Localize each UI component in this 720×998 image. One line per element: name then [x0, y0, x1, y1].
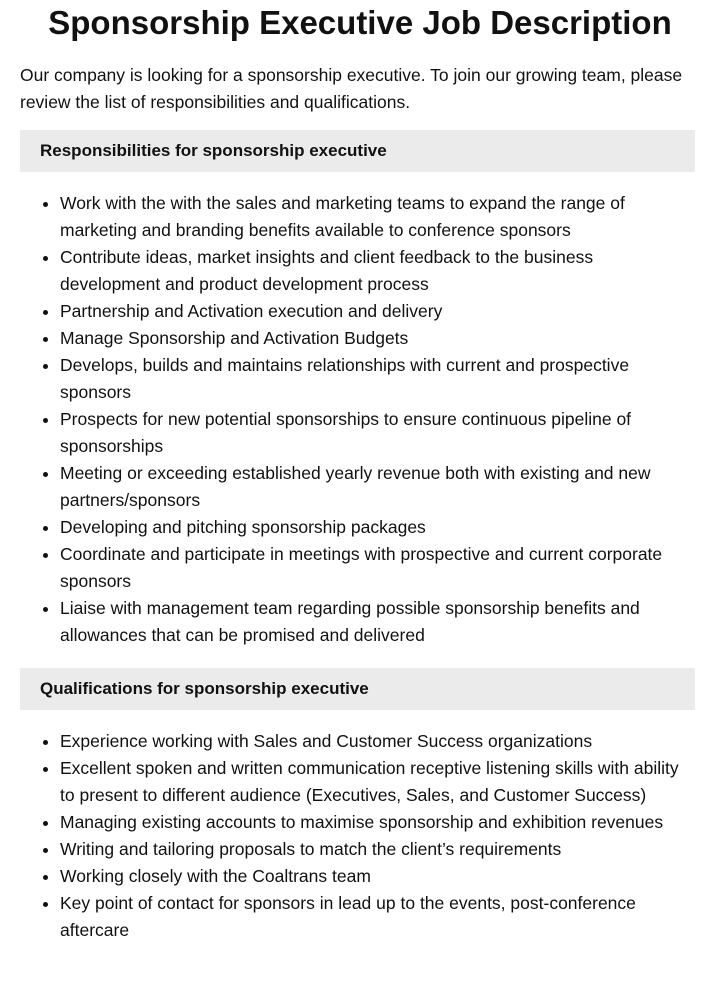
responsibilities-list [20, 190, 695, 649]
list-item: • Prospects for new potential sponsorships to ensure continuous pipeline of sponsorships [60, 406, 695, 460]
list-item: • Develops, builds and maintains relationships with current and prospective sponsors [60, 352, 695, 406]
list-item: • Contribute ideas, market insights and client feedback to the business development and product development process [60, 244, 695, 298]
list-item: • Managing existing accounts to maximise sponsorship and exhibition revenues [60, 809, 695, 836]
responsibilities-heading: Responsibilities for sponsorship executive [20, 130, 695, 172]
list-item: • Excellent spoken and written communication receptive listening skills with ability to present to different audience (Executives, Sales, and Customer Success) [60, 755, 695, 809]
list-item: • Working closely with the Coaltrans team [60, 863, 695, 890]
list-item: • Developing and pitching sponsorship packages [60, 514, 695, 541]
list-item: • Coordinate and participate in meetings with prospective and current corporate sponsors [60, 541, 695, 595]
list-item: • Liaise with management team regarding possible sponsorship benefits and allowances that can be promised and delivered [60, 595, 695, 649]
list-item: • Manage Sponsorship and Activation Budgets [60, 325, 695, 352]
list-item: • Meeting or exceeding established yearly revenue both with existing and new partners/sponsors [60, 460, 695, 514]
page-title: Sponsorship Executive Job Description [48, 4, 672, 41]
qualifications-list [20, 728, 695, 944]
list-item: • Work with the with the sales and marketing teams to expand the range of marketing and branding benefits available to conference sponsors [60, 190, 695, 244]
list-item: • Partnership and Activation execution and delivery [60, 298, 695, 325]
qualifications-heading: Qualifications for sponsorship executive [20, 668, 695, 710]
list-item: • Experience working with Sales and Customer Success organizations [60, 728, 695, 755]
list-item: • Writing and tailoring proposals to match the client’s requirements [60, 836, 695, 863]
intro-text: Our company is looking for a sponsorship executive. To join our growing team, please review the list of responsibilities and qualifications. [20, 65, 683, 112]
list-item: • Key point of contact for sponsors in lead up to the events, post-conference aftercare [60, 890, 695, 944]
